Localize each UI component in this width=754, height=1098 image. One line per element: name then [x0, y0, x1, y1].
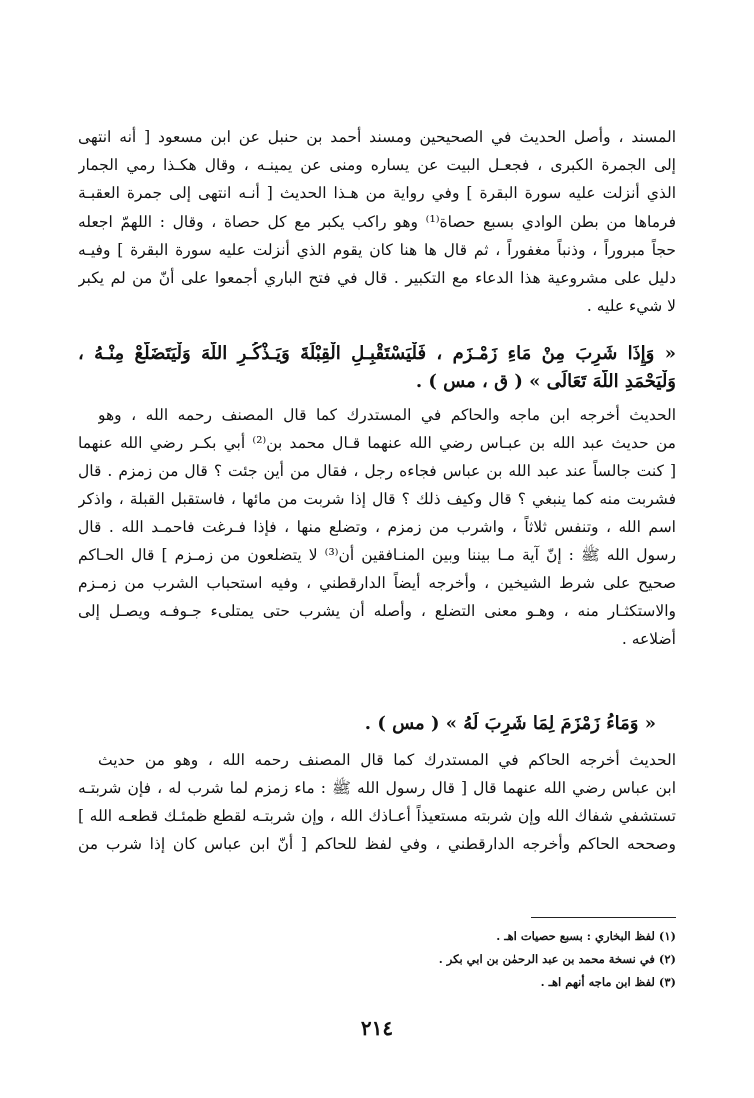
- text-line: المسند ، وأصل الحديث في الصحيحين ومسند أحمد بن حنبل عن ابن مسعود [ أنه انتهى: [78, 128, 676, 146]
- text-line: صحيح على شرط الشيخين ، وأخرجه أيضاً الدارقطني ، وفيه استحباب الشرب من زمـزم: [78, 574, 676, 592]
- text-line: [ كنت جالساً عند عبد الله بن عباس فجاءه رجل ، فقال من أين جئت ؟ قال من زمزم . قال: [78, 462, 676, 480]
- verse-line: « وَإِذَا شَرِبَ مِنْ مَاءِ زَمْـزَم ، فَلْيَسْتَقْبِـلِ الْقِبْلَةَ وَيَـذْكُـرِ اللَّهَ وَلْيَتَضَلَّعْ مِنْـهُ ،: [78, 343, 676, 364]
- footnote: (١) لفظ البخاري : بسبع حصيات اهـ .: [496, 929, 676, 943]
- text-line: ابن عباس رضي الله عنهما قال [ قال رسول الله ﷺ : ماء زمزم لما شرب له ، فإن شربتـه: [78, 779, 676, 797]
- footnote: (٣) لفظ ابن ماجه أنهم اهـ .: [540, 975, 676, 989]
- text-line: الحديث أخرجه ابن ماجه والحاكم في المستدرك كما قال المصنف رحمه الله ، وهو: [98, 406, 676, 424]
- text-line: أضلاعه .: [621, 630, 676, 648]
- page-number: ٢١٤: [360, 1016, 394, 1040]
- text-line: لا شيء عليه .: [586, 297, 676, 315]
- text-line: رسول الله ﷺ : إنّ آية مـا بيننا وبين المنـافقين أن⁽³⁾ لا يتضلعون من زمـزم ] قال الحـاكم: [78, 546, 676, 564]
- text-line: تستشفي شفاك الله وإن شربته مستعيذاً أعـاذك الله ، وإن شربتـه لقطع ظمئـك قطعـه الله ]: [78, 807, 676, 825]
- text-line: فشربت منه كما ينبغي ؟ قال وكيف ذلك ؟ قال إذا شربت من مائها ، فاستقبل القبلة ، واذكر: [78, 490, 676, 508]
- text-line: إلى الجمرة الكبرى ، فجعـل البيت عن يساره ومنى عن يمينـه ، وقال هكـذا رمي الجمار: [78, 156, 676, 174]
- text-line: فرماها من بطن الوادي بسبع حصاة⁽¹⁾ وهو راكب يكبر مع كل حصاة ، وقال : اللهمّ اجعله: [78, 213, 676, 231]
- footnote: (٢) في نسخة محمد بن عبد الرحمٰن بن ابي بكر .: [438, 952, 676, 966]
- verse-line: وَلْيَحْمَدِ اللَّهَ تَعَالَى » ( ق ، مس ) .: [415, 371, 676, 392]
- text-line: من حديث عبد الله بن عبـاس رضي الله عنهما قـال محمد بن⁽²⁾ أبي بكـر رضي الله عنهما: [78, 434, 676, 452]
- verse-line: « وَمَاءُ زَمْزَمَ لِمَا شَرِبَ لَهُ » ( مس ) .: [364, 713, 656, 734]
- text-line: والاستكثـار منه ، وهـو معنى التضلع ، وأصله أن يشرب حتى يمتلىء جـوفـه ويصـل إلى: [78, 602, 676, 620]
- text-line: الحديث أخرجه الحاكم في المستدرك كما قال المصنف رحمه الله ، وهو من حديث: [98, 751, 676, 769]
- text-line: اسم الله ، وتنفس ثلاثاً ، واشرب من زمزم ، وتضلع منها ، فإذا فـرغت فاحمـد الله . قال: [78, 518, 676, 536]
- text-line: وصححه الحاكم وأخرجه الدارقطني ، وفي لفظ للحاكم [ أنّ ابن عباس كان إذا شرب من: [78, 835, 676, 853]
- text-line: دليل على مشروعية هذا الدعاء مع التكبير . قال في فتح الباري أجمعوا على أنّ من لم يكبر: [78, 269, 676, 287]
- text-line: حجاً مبروراً ، وذنباً مغفوراً ، ثم قال ها هنا كان يقوم الذي أنزلت عليه سورة البقرة ] وفيـه: [78, 241, 676, 259]
- text-line: الذي أنزلت عليه سورة البقرة ] وفي رواية من هـذا الحديث [ أنـه انتهى إلى جمرة العقبـة: [78, 184, 676, 202]
- footnote-divider: [531, 917, 676, 918]
